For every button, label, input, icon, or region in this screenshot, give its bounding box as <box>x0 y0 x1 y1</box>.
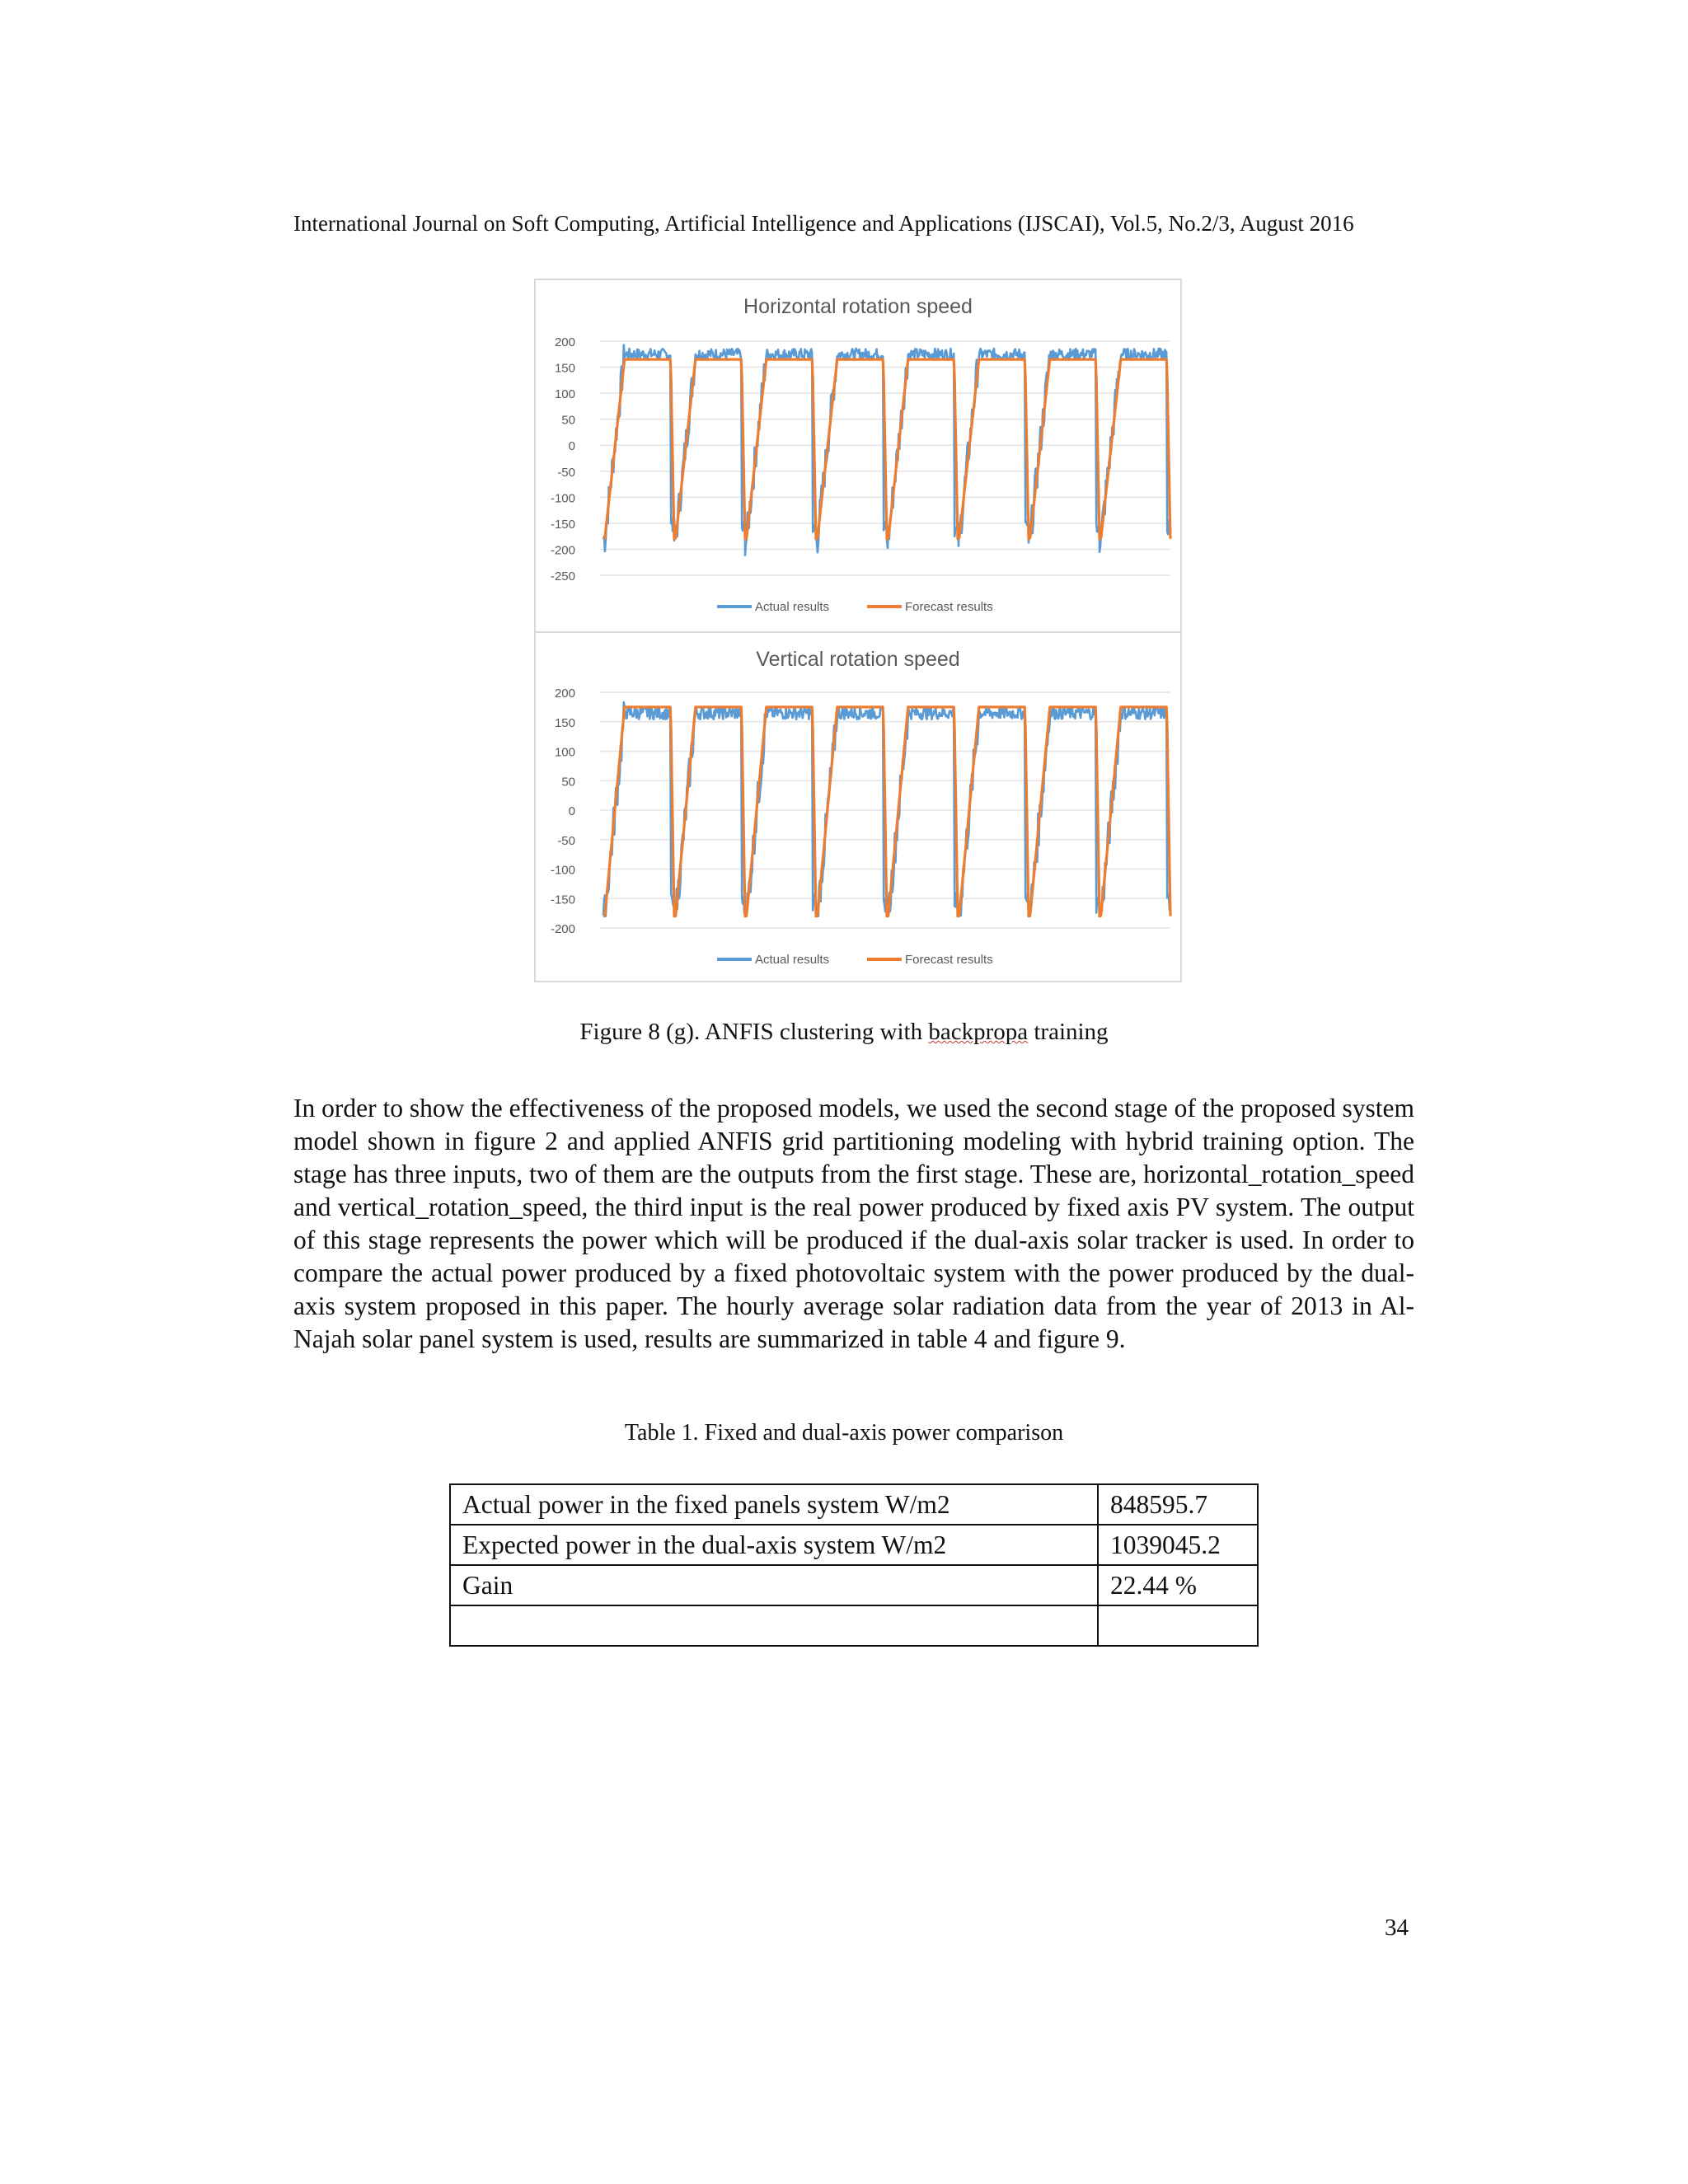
table-row <box>450 1565 1258 1605</box>
y-tick-label: -150 <box>550 517 575 532</box>
series-forecast-line <box>603 707 1170 916</box>
y-tick-label: 50 <box>561 413 575 428</box>
figure-caption <box>0 1019 1688 1046</box>
y-tick-label: 0 <box>568 804 575 818</box>
chart-title: Horizontal rotation speed <box>743 295 973 318</box>
y-tick-label: 100 <box>554 387 575 402</box>
chart-horizontal-panel <box>536 280 1180 630</box>
page-number: 34 <box>1385 1915 1409 1941</box>
figure-caption-prefix: Figure 8 (g). ANFIS clustering with <box>579 1019 929 1045</box>
chart-title: Vertical rotation speed <box>756 648 960 671</box>
y-tick-label: 200 <box>554 335 575 349</box>
y-tick-label: -100 <box>550 863 575 878</box>
table-cell-value: 848595.7 <box>1098 1484 1258 1525</box>
legend-label: Forecast results <box>905 600 993 614</box>
y-tick-label: 200 <box>554 687 575 701</box>
legend-label: Forecast results <box>905 953 993 967</box>
y-tick-label: 150 <box>554 715 575 730</box>
series-forecast-line <box>603 359 1170 539</box>
table-caption: Table 1. Fixed and dual-axis power comparison <box>624 1420 1064 1446</box>
y-tick-label: -50 <box>557 833 575 848</box>
chart-horizontal-rotation-speed <box>536 280 1180 630</box>
y-tick-label: -200 <box>550 922 575 936</box>
table-cell-value: 1039045.2 <box>1098 1525 1258 1565</box>
y-tick-label: 150 <box>554 361 575 376</box>
body-paragraph: In order to show the effectiveness of the proposed models, we used the second stage of the proposed system model shown in figure 2 and applied ANFIS grid partitioning modeling with hybrid training option. The stage has three inputs, two of them are the outputs from the first stage. These are, horizontal_rotation_speed and vertical_rotation_speed, the third input is the real power produced by fixed axis PV system. The output of this stage represents the power which will be produced if the dual-axis solar tracker is used. In order to compare the actual power produced by a fixed photovoltaic system with the power produced by the dual-axis system proposed in this paper. The hourly average solar radiation data from the year of 2013 in Al-Najah solar panel system is used, results are summarized in table 4 and figure 9. <box>293 1094 1414 1353</box>
table-cell-value <box>1098 1605 1258 1646</box>
power-comparison-table <box>449 1483 1259 1647</box>
legend-label: Actual results <box>755 600 830 614</box>
table-cell-label: Gain <box>450 1565 1098 1605</box>
y-tick-label: -150 <box>550 893 575 907</box>
chart-vertical-panel <box>536 631 1180 982</box>
figure-caption-suffix: training <box>1028 1019 1109 1045</box>
table-cell-label: Expected power in the dual-axis system W/m2 <box>450 1525 1098 1565</box>
table-row <box>450 1484 1258 1525</box>
table-cell-label <box>450 1605 1098 1646</box>
table-cell-label: Actual power in the fixed panels system W/m2 <box>450 1484 1098 1525</box>
y-tick-label: 50 <box>561 775 575 790</box>
y-tick-label: -250 <box>550 569 575 583</box>
chart-vertical-rotation-speed <box>536 633 1180 982</box>
y-tick-label: -100 <box>550 491 575 506</box>
journal-header: International Journal on Soft Computing, Artificial Intelligence and Applications (IJSCAI), Vol.5, No.2/3, August 2016 <box>293 211 1354 236</box>
table-row <box>450 1525 1258 1565</box>
figure-8g <box>534 279 1182 982</box>
figure-caption-squiggle-word: backpropa <box>928 1019 1029 1045</box>
y-tick-label: -50 <box>557 465 575 480</box>
y-tick-label: 100 <box>554 745 575 760</box>
table-row <box>450 1605 1258 1646</box>
y-tick-label: 0 <box>568 439 575 454</box>
legend-label: Actual results <box>755 953 830 967</box>
y-tick-label: -200 <box>550 543 575 558</box>
table-cell-value: 22.44 % <box>1098 1565 1258 1605</box>
